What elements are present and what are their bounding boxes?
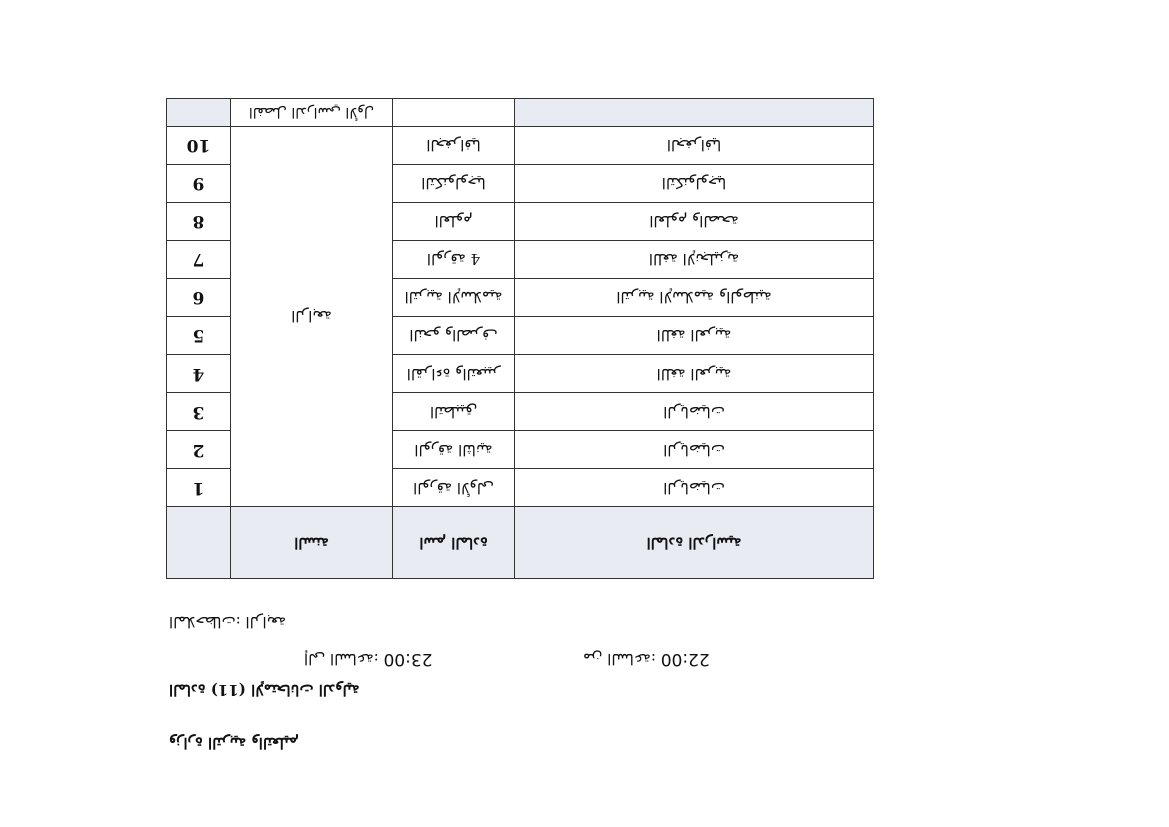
paper-cell: ﺍﻟﺘﻄﺒﻴﻖ (393, 393, 515, 431)
subject-cell: ﺍﻟﻠﻐﺔ ﺍﻟﻌﺮﺑﻴﺔ (515, 355, 874, 393)
subject-cell: ﺍﻟﺮﻳﺎﺿﻴﺎﺕ (515, 469, 874, 507)
subject-cell: ﺍﻟﺘﻜﻨﻮﻟﻮﺟﻴﺎ (515, 164, 874, 202)
header-num (167, 507, 231, 579)
subject-cell: ﺍﻟﻠﻐﺔ ﺍﻹﻧﺠﻠﻴﺰﻳﺔ (515, 240, 874, 278)
row-number: 8 (167, 202, 231, 240)
subject-cell: ﺍﻟﺮﻳﺎﺿﻴﺎﺕ (515, 431, 874, 469)
exam-schedule-table (166, 98, 874, 579)
footer-num (167, 99, 231, 127)
footer-empty (393, 99, 515, 127)
time-from-value: 22:00 (660, 649, 710, 669)
subject-cell: ﺍﻟﻠﻐﺔ ﺍﻟﻌﺮﺑﻴﺔ (515, 316, 874, 354)
header-year: ﺍﻟﺴﻨﺔ (231, 507, 393, 579)
row-number: 10 (167, 126, 231, 164)
paper-cell: ﺍﻟﻘﺮﺍﺀﺓ ﻭﺍﻟﺘﻌﺒﻴﺮ (393, 355, 515, 393)
year-cell: ﺍﻟﺮﺍﺑﻌﺔ (231, 126, 393, 506)
paper-cell: ﺍﻟﺘﺮﺑﻴﺔ ﺍﻹﺳﻼﻣﻴﺔ (393, 278, 515, 316)
subject-cell: ﺍﻟﺘﺮﺑﻴﺔ ﺍﻹﺳﻼﻣﻴﺔ ﻭﺍﻟﻮﻃﻨﻴﺔ (515, 278, 874, 316)
time-to-label: ﺇﻟﻰ ﺍﻟﺴﺎﻋﺔ: (304, 650, 379, 668)
paper-cell: ﺍﻟﻮﺭﻗﺔ ﺍﻟﺜﺎﻧﻴﺔ (393, 431, 515, 469)
row-number: 7 (167, 240, 231, 278)
subject-cell: ﺍﻟﻌﻠﻮﻡ ﻭﺍﻟﺼﺤﺔ (515, 202, 874, 240)
paper-cell: ﺍﻟﺠﻐﺮﺍﻓﻴﺎ (393, 126, 515, 164)
row-number: 9 (167, 164, 231, 202)
row-number: 6 (167, 278, 231, 316)
footer-label: ﺍﻟﻔﺼﻞ ﺍﻟﺪﺭﺍﺳﻲ ﺍﻷﻭﻝ (231, 99, 393, 127)
header-subject: ﺍﻟﻤﺎﺩﺓ ﺍﻟﺪﺭﺍﺳﻴﺔ (515, 507, 874, 579)
paper-cell: ﺍﻟﺘﻜﻨﻮﻟﻮﺟﻴﺎ (393, 164, 515, 202)
header-paper: ﺍﺳﻢ ﺍﻟﻤﺎﺩﺓ (393, 507, 515, 579)
paper-cell: ﺍﻟﻮﺭﻗﺔ ﺍﻷﻭﻟﻰ (393, 469, 515, 507)
paper-cell: ﺍﻟﻨﺤﻮ ﻭﺍﻟﺼﺮﻑ (393, 316, 515, 354)
ministry-note: ﻭﺯﺍﺭﺓ ﺍﻟﺘﺮﺑﻴﺔ ﻭﺍﻟﺘﻌﻠﻴﻢ (169, 734, 299, 752)
footer-shade (515, 99, 874, 127)
row-number: 1 (167, 469, 231, 507)
row-number: 2 (167, 431, 231, 469)
article-note: ﺍﻟﻤﺎﺩﺓ (11) ﺍﻹﻣﺘﺤﺎﻧﺎﺕ ﺍﻟﺪﻭﻟﻴﺔ (169, 681, 360, 699)
time-from-label: ﻣﻦ ﺍﻟﺴﺎﻋﺔ: (583, 650, 656, 668)
row-number: 3 (167, 393, 231, 431)
header-row (167, 507, 874, 579)
remarks-note: ﺍﻟﻤﻼﺣﻈﺎﺕ: ﺍﻟﺮﺍﺑﻌﺔ (169, 613, 287, 631)
time-to-note (304, 649, 444, 669)
row-number: 4 (167, 355, 231, 393)
paper-cell: ﺍﻟﻮﺭﻗﺔ 4 (393, 240, 515, 278)
subject-cell: ﺍﻟﺠﻐﺮﺍﻓﻴﺎ (515, 126, 874, 164)
time-to-value: 23:00 (383, 649, 433, 669)
time-from-note (583, 649, 723, 669)
paper-cell: ﺍﻟﻌﻠﻮﻡ (393, 202, 515, 240)
subject-cell: ﺍﻟﺮﻳﺎﺿﻴﺎﺕ (515, 393, 874, 431)
table-row (167, 469, 874, 507)
row-number: 5 (167, 316, 231, 354)
footer-row (167, 99, 874, 127)
